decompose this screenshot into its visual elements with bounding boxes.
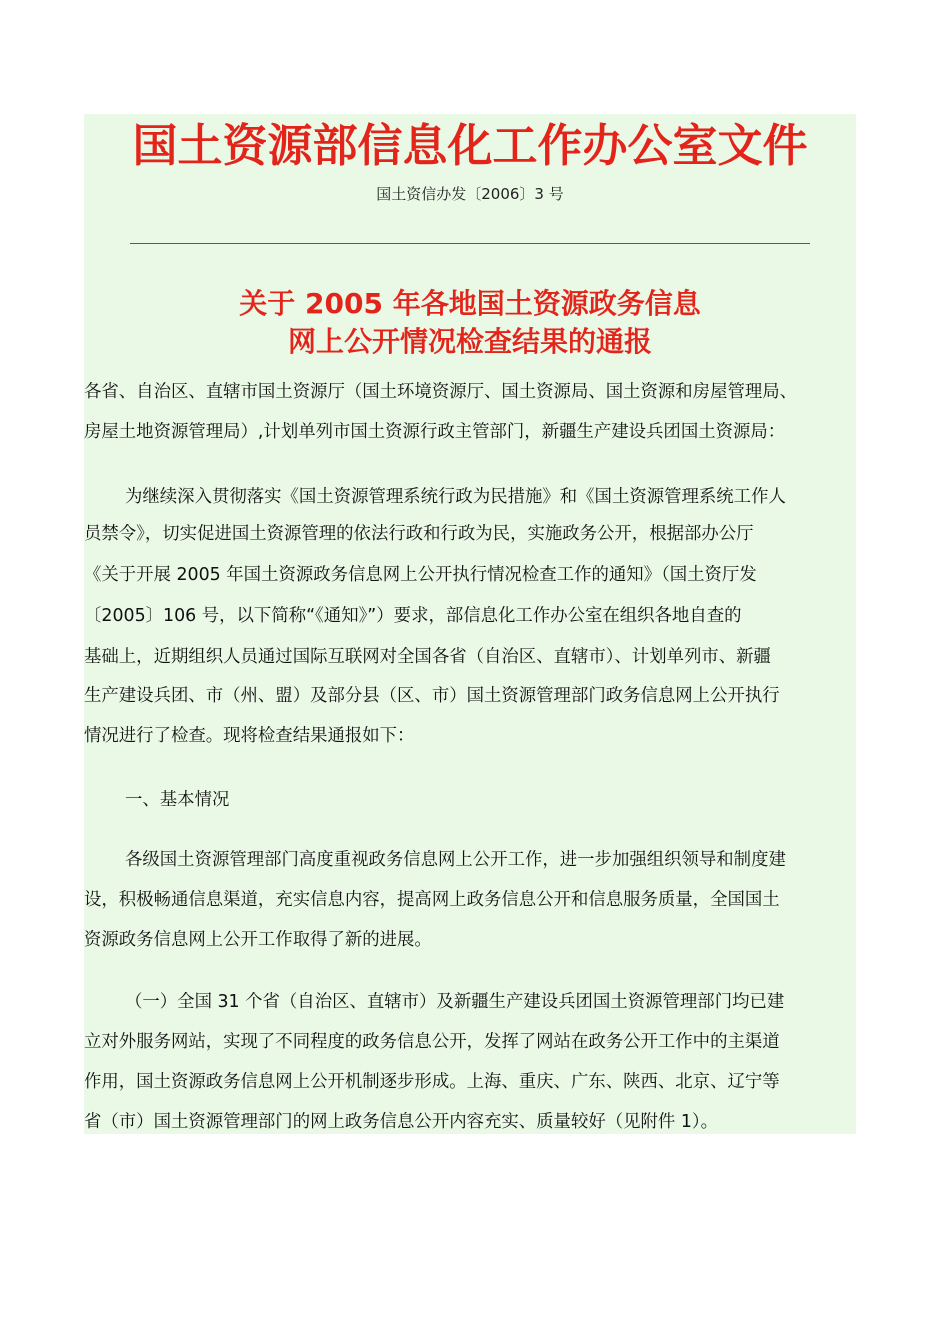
para2-line-1: 各级国土资源管理部门高度重视政务信息网上公开工作，进一步加强组织领导和制度建 bbox=[125, 850, 786, 870]
para3-line-4: 省（市）国土资源管理部门的网上政务信息公开内容充实、质量较好（见附件 1）。 bbox=[84, 1112, 718, 1132]
para3-line-3: 作用，国土资源政务信息网上公开机制逐步形成。上海、重庆、广东、陕西、北京、辽宁等 bbox=[84, 1072, 780, 1092]
addressee-line-2: 房屋土地资源管理局）,计划单列市国土资源行政主管部门，新疆生产建设兵团国土资源局： bbox=[84, 422, 786, 442]
document-number: 国土资信办发〔2006〕3 号 bbox=[376, 185, 564, 203]
para1-line-3: 《关于开展 2005 年国土资源政务信息网上公开执行情况检查工作的通知》（国土资厅发 bbox=[84, 565, 757, 585]
para1-line-5: 基础上，近期组织人员通过国际互联网对全国各省（自治区、直辖市）、计划单列市、新疆 bbox=[84, 647, 771, 667]
notice-title bbox=[84, 285, 856, 361]
para1-line-1: 为继续深入贯彻落实《国土资源管理系统行政为民措施》和《国土资源管理系统工作人 bbox=[125, 487, 786, 507]
para1-line-6: 生产建设兵团、市（州、盟）及部分县（区、市）国土资源管理部门政务信息网上公开执行 bbox=[84, 686, 780, 706]
notice-title-line-2: 网上公开情况检查结果的通报 bbox=[287, 325, 652, 358]
document-header-title: 国土资源部信息化工作办公室文件 bbox=[132, 119, 808, 172]
para2-line-2: 设，积极畅通信息渠道，充实信息内容，提高网上政务信息公开和信息服务质量，全国国土 bbox=[84, 890, 780, 910]
header-divider bbox=[130, 243, 810, 244]
para3-line-1: （一）全国 31 个省（自治区、直辖市）及新疆生产建设兵团国土资源管理部门均已建 bbox=[125, 992, 785, 1012]
section-heading-basic-situation: 一、基本情况 bbox=[125, 790, 230, 810]
addressee-line-1: 各省、自治区、直辖市国土资源厅（国土环境资源厅、国土资源局、国土资源和房屋管理局、 bbox=[84, 382, 798, 402]
para1-line-7: 情况进行了检查。现将检查结果通报如下： bbox=[84, 726, 415, 746]
para2-line-3: 资源政务信息网上公开工作取得了新的进展。 bbox=[84, 930, 432, 950]
para3-line-2: 立对外服务网站，实现了不同程度的政务信息公开，发挥了网站在政务公开工作中的主渠道 bbox=[84, 1032, 780, 1052]
notice-title-line-1: 关于 2005 年各地国土资源政务信息 bbox=[239, 287, 701, 320]
para1-line-4: 〔2005〕106 号，以下简称“《通知》”）要求，部信息化工作办公室在组织各地自查的 bbox=[84, 606, 742, 626]
para1-line-2: 员禁令》，切实促进国土资源管理的依法行政和行政为民，实施政务公开，根据部办公厅 bbox=[84, 524, 754, 544]
